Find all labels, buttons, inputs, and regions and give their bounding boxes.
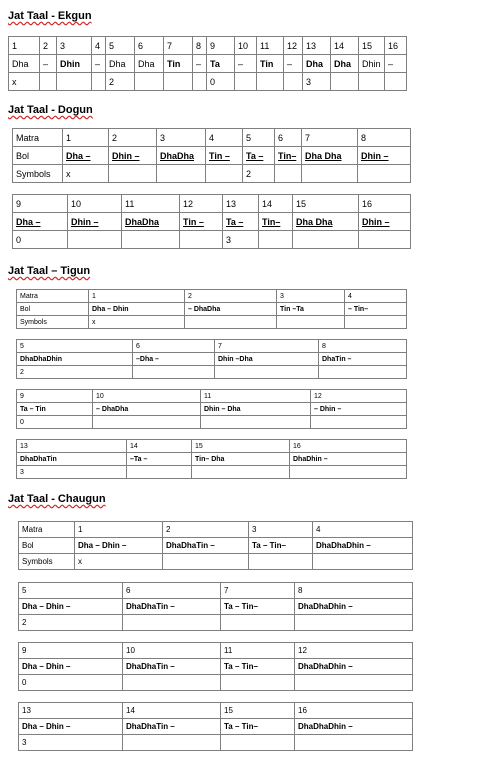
matra-cell: 7 (302, 129, 358, 147)
matra-cell: 9 (13, 195, 68, 213)
symbol-cell (215, 366, 319, 379)
chaugun-table-1 (18, 521, 413, 570)
symbol-cell (331, 73, 359, 91)
symbol-cell (221, 735, 295, 751)
ekgun-bol-row (9, 55, 407, 73)
symbol-cell (221, 615, 295, 631)
bol-cell: Dhin – (109, 147, 157, 165)
symbol-cell (284, 73, 303, 91)
bol-cell: DhaTin – (319, 353, 407, 366)
tigun-symbols-row (17, 316, 407, 329)
bol-cell: Dhin – (359, 213, 411, 231)
bol-cell: Tin (164, 55, 193, 73)
matra-cell: 14 (331, 37, 359, 55)
tigun-matra-row (17, 290, 407, 303)
tigun-table-2 (16, 339, 407, 379)
row-label: Symbols (17, 316, 89, 329)
bol-cell: DhaDha (122, 213, 180, 231)
bol-cell: Tin (257, 55, 284, 73)
chaugun-table-2 (18, 582, 413, 631)
bol-cell: Dha (9, 55, 40, 73)
tigun-matra-row (17, 390, 407, 403)
symbol-cell (93, 416, 201, 429)
matra-cell: 2 (40, 37, 57, 55)
symbol-cell (68, 231, 122, 249)
matra-cell: 6 (275, 129, 302, 147)
matra-cell: 15 (221, 703, 295, 719)
symbol-cell (345, 316, 407, 329)
tigun-bol-row (17, 453, 407, 466)
bol-cell: Dha (135, 55, 164, 73)
bol-cell: – Tin– (345, 303, 407, 316)
tigun-matra-row (17, 340, 407, 353)
matra-cell: 3 (249, 522, 313, 538)
matra-cell: 11 (122, 195, 180, 213)
bol-cell: Dha – (13, 213, 68, 231)
chaugun-symbols-row (19, 675, 413, 691)
tigun-symbols-row (17, 366, 407, 379)
matra-cell: 10 (68, 195, 122, 213)
section-title-dogun: Jat Taal - Dogun (8, 104, 93, 116)
symbol-cell (122, 231, 180, 249)
symbol-cell (201, 416, 311, 429)
matra-cell: 1 (89, 290, 185, 303)
symbol-cell: x (75, 554, 163, 570)
matra-cell: 5 (106, 37, 135, 55)
chaugun-matra-row (19, 583, 413, 599)
symbol-cell: 0 (207, 73, 235, 91)
bol-cell: Dha – Dhin – (19, 659, 123, 675)
bol-cell: Dha – (63, 147, 109, 165)
matra-cell: 14 (123, 703, 221, 719)
symbol-cell (157, 165, 206, 183)
bol-cell: DhaDhaTin – (123, 719, 221, 735)
chaugun-bol-row (19, 538, 413, 554)
bol-cell: DhaDhaTin – (123, 659, 221, 675)
bol-cell: –Ta – (127, 453, 192, 466)
bol-cell: – (284, 55, 303, 73)
bol-cell: Ta – Tin (17, 403, 93, 416)
bol-cell: DhaDhaTin (17, 453, 127, 466)
matra-cell: 12 (284, 37, 303, 55)
matra-cell: 11 (221, 643, 295, 659)
symbol-cell (311, 416, 407, 429)
bol-cell: Dha – Dhin – (19, 719, 123, 735)
chaugun-matra-row (19, 643, 413, 659)
chaugun-matra-row (19, 522, 413, 538)
symbol-cell: 3 (17, 466, 127, 479)
bol-cell: Ta – (223, 213, 259, 231)
matra-cell: 5 (243, 129, 275, 147)
row-label: Matra (19, 522, 75, 538)
dogun-bol-row (13, 213, 411, 231)
bol-cell: Dhin (359, 55, 385, 73)
symbol-cell (57, 73, 92, 91)
dogun-bol-row (13, 147, 411, 165)
symbol-cell: 0 (13, 231, 68, 249)
tigun-matra-row (17, 440, 407, 453)
chaugun-symbols-row (19, 554, 413, 570)
section-title-chaugun: Jat Taal - Chaugun (8, 493, 106, 505)
bol-cell: Dhin – (358, 147, 411, 165)
matra-cell: 4 (92, 37, 106, 55)
symbol-cell (40, 73, 57, 91)
bol-cell: DhaDhaTin – (163, 538, 249, 554)
bol-cell: – (385, 55, 407, 73)
tigun-symbols-row (17, 416, 407, 429)
row-label: Bol (13, 147, 63, 165)
matra-cell: 14 (259, 195, 293, 213)
symbol-cell (193, 73, 207, 91)
symbol-cell (359, 73, 385, 91)
matra-cell: 4 (345, 290, 407, 303)
symbol-cell: 2 (17, 366, 133, 379)
matra-cell: 7 (215, 340, 319, 353)
dogun-symbols-row (13, 231, 411, 249)
tigun-table-1 (16, 289, 407, 329)
chaugun-symbols-row (19, 735, 413, 751)
symbol-cell: 2 (243, 165, 275, 183)
bol-cell: Ta – Tin– (221, 719, 295, 735)
matra-cell: 3 (57, 37, 92, 55)
bol-cell: – (235, 55, 257, 73)
tigun-symbols-row (17, 466, 407, 479)
symbol-cell (192, 466, 290, 479)
matra-cell: 13 (19, 703, 123, 719)
tigun-table-3 (16, 389, 407, 429)
matra-cell: 11 (201, 390, 311, 403)
dogun-table-1 (12, 128, 411, 183)
section-title-ekgun: Jat Taal - Ekgun (8, 10, 92, 22)
chaugun-symbols-row (19, 615, 413, 631)
symbol-cell (180, 231, 223, 249)
symbol-cell: x (63, 165, 109, 183)
symbol-cell: 3 (223, 231, 259, 249)
ekgun-matra-row (9, 37, 407, 55)
chaugun-bol-row (19, 719, 413, 735)
matra-cell: 15 (192, 440, 290, 453)
tigun-table-4 (16, 439, 407, 479)
symbol-cell (293, 231, 359, 249)
matra-cell: 3 (277, 290, 345, 303)
matra-cell: 12 (180, 195, 223, 213)
matra-cell: 2 (109, 129, 157, 147)
bol-cell: DhaDhaDhin – (295, 599, 413, 615)
chaugun-bol-row (19, 599, 413, 615)
symbol-cell (92, 73, 106, 91)
tigun-bol-row (17, 353, 407, 366)
matra-cell: 4 (206, 129, 243, 147)
bol-cell: Dhin – (68, 213, 122, 231)
ekgun-symbols-row (9, 73, 407, 91)
matra-cell: 9 (17, 390, 93, 403)
matra-cell: 16 (385, 37, 407, 55)
symbol-cell (295, 615, 413, 631)
matra-cell: 16 (359, 195, 411, 213)
bol-cell: DhaDhaDhin – (295, 719, 413, 735)
symbol-cell (319, 366, 407, 379)
bol-cell: Tin– (275, 147, 302, 165)
bol-cell: Dha (331, 55, 359, 73)
dogun-symbols-row (13, 165, 411, 183)
bol-cell: Dha Dha (302, 147, 358, 165)
bol-cell: DhaDhaDhin – (313, 538, 413, 554)
matra-cell: 13 (17, 440, 127, 453)
symbol-cell: x (89, 316, 185, 329)
bol-cell: – DhaDha (93, 403, 201, 416)
symbol-cell (259, 231, 293, 249)
symbol-cell: x (9, 73, 40, 91)
bol-cell: Dha Dha (293, 213, 359, 231)
bol-cell: Ta – Tin– (221, 599, 295, 615)
section-title-tigun: Jat Taal – Tigun (8, 265, 91, 277)
dogun-matra-row (13, 195, 411, 213)
symbol-cell (123, 675, 221, 691)
symbol-cell (221, 675, 295, 691)
symbol-cell (295, 675, 413, 691)
matra-cell: 11 (257, 37, 284, 55)
symbol-cell (275, 165, 302, 183)
dogun-table-2 (12, 194, 411, 249)
symbol-cell: 3 (303, 73, 331, 91)
bol-cell: Tin– (259, 213, 293, 231)
symbol-cell (302, 165, 358, 183)
symbol-cell (295, 735, 413, 751)
matra-cell: 8 (358, 129, 411, 147)
matra-cell: 10 (93, 390, 201, 403)
matra-cell: 15 (359, 37, 385, 55)
matra-cell: 7 (164, 37, 193, 55)
symbol-cell (185, 316, 277, 329)
symbol-cell: 3 (19, 735, 123, 751)
symbol-cell (290, 466, 407, 479)
matra-cell: 6 (133, 340, 215, 353)
matra-cell: 7 (221, 583, 295, 599)
symbol-cell (135, 73, 164, 91)
symbol-cell (385, 73, 407, 91)
chaugun-bol-row (19, 659, 413, 675)
bol-cell: DhaDha (157, 147, 206, 165)
matra-cell: 2 (163, 522, 249, 538)
bol-cell: – (92, 55, 106, 73)
matra-cell: 12 (311, 390, 407, 403)
bol-cell: Ta – Tin– (221, 659, 295, 675)
matra-cell: 6 (135, 37, 164, 55)
symbol-cell (164, 73, 193, 91)
symbol-cell (206, 165, 243, 183)
bol-cell: Tin – (180, 213, 223, 231)
bol-cell: Tin– Dha (192, 453, 290, 466)
bol-cell: Ta – (243, 147, 275, 165)
row-label: Matra (17, 290, 89, 303)
symbol-cell (249, 554, 313, 570)
bol-cell: Dha – Dhin (89, 303, 185, 316)
bol-cell: –Dha – (133, 353, 215, 366)
row-label: Symbols (19, 554, 75, 570)
bol-cell: – (193, 55, 207, 73)
symbol-cell (235, 73, 257, 91)
symbol-cell: 2 (106, 73, 135, 91)
bol-cell: Ta (207, 55, 235, 73)
matra-cell: 2 (185, 290, 277, 303)
matra-cell: 5 (17, 340, 133, 353)
bol-cell: – Dhin – (311, 403, 407, 416)
symbol-cell: 0 (19, 675, 123, 691)
symbol-cell (358, 165, 411, 183)
matra-cell: 15 (293, 195, 359, 213)
dogun-matra-row (13, 129, 411, 147)
bol-cell: Dha – Dhin – (75, 538, 163, 554)
symbol-cell (133, 366, 215, 379)
bol-cell: DhaDhaTin – (123, 599, 221, 615)
tigun-bol-row (17, 403, 407, 416)
bol-cell: Dhin (57, 55, 92, 73)
bol-cell: Ta – Tin– (249, 538, 313, 554)
row-label: Bol (17, 303, 89, 316)
symbol-cell (109, 165, 157, 183)
symbol-cell (359, 231, 411, 249)
bol-cell: DhaDhaDhin (17, 353, 133, 366)
matra-cell: 6 (123, 583, 221, 599)
bol-cell: Dha (303, 55, 331, 73)
bol-cell: Dha (106, 55, 135, 73)
bol-cell: Dhin – Dha (201, 403, 311, 416)
bol-cell: Tin – (206, 147, 243, 165)
matra-cell: 4 (313, 522, 413, 538)
bol-cell: Dha – Dhin – (19, 599, 123, 615)
symbol-cell: 2 (19, 615, 123, 631)
bol-cell: Dhin –Dha (215, 353, 319, 366)
bol-cell: – (40, 55, 57, 73)
bol-cell: DhaDhaDhin – (295, 659, 413, 675)
matra-cell: 16 (295, 703, 413, 719)
tigun-bol-row (17, 303, 407, 316)
matra-cell: 8 (193, 37, 207, 55)
matra-cell: 5 (19, 583, 123, 599)
matra-cell: 13 (223, 195, 259, 213)
matra-cell: 1 (9, 37, 40, 55)
row-label: Symbols (13, 165, 63, 183)
symbol-cell (163, 554, 249, 570)
chaugun-matra-row (19, 703, 413, 719)
row-label: Matra (13, 129, 63, 147)
matra-cell: 12 (295, 643, 413, 659)
bol-cell: Tin –Ta (277, 303, 345, 316)
matra-cell: 1 (63, 129, 109, 147)
matra-cell: 8 (295, 583, 413, 599)
symbol-cell (257, 73, 284, 91)
ekgun-table (8, 36, 407, 91)
chaugun-table-3 (18, 642, 413, 691)
matra-cell: 9 (19, 643, 123, 659)
matra-cell: 10 (235, 37, 257, 55)
matra-cell: 1 (75, 522, 163, 538)
symbol-cell (123, 615, 221, 631)
symbol-cell (123, 735, 221, 751)
chaugun-table-4 (18, 702, 413, 751)
matra-cell: 13 (303, 37, 331, 55)
matra-cell: 16 (290, 440, 407, 453)
matra-cell: 8 (319, 340, 407, 353)
bol-cell: – DhaDha (185, 303, 277, 316)
symbol-cell (313, 554, 413, 570)
matra-cell: 3 (157, 129, 206, 147)
symbol-cell: 0 (17, 416, 93, 429)
row-label: Bol (19, 538, 75, 554)
matra-cell: 14 (127, 440, 192, 453)
matra-cell: 10 (123, 643, 221, 659)
matra-cell: 9 (207, 37, 235, 55)
symbol-cell (277, 316, 345, 329)
bol-cell: DhaDhin – (290, 453, 407, 466)
symbol-cell (127, 466, 192, 479)
